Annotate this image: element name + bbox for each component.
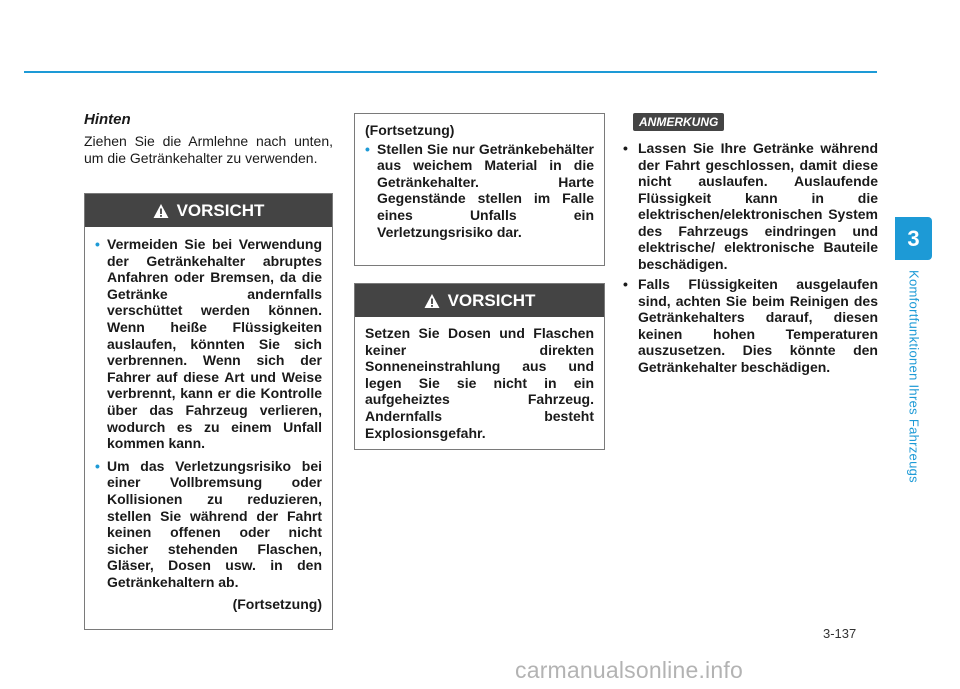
- note-item-text: Lassen Sie Ihre Getränke während der Fahrt geschlossen, damit diese nicht auslaufen. Auslaufende Flüssigkeit kann in die elektrischen/elektronischen System des Fahrzeugs eindringen und elektrische/ elektronische Bauteile beschädigen.: [638, 140, 878, 272]
- bullet-icon: •: [365, 140, 370, 157]
- continuation-header: (Fortsetzung): [365, 122, 455, 138]
- caution-title: VORSICHT: [447, 290, 536, 310]
- caution-item: [95, 458, 322, 591]
- caution-item-text: Vermeiden Sie bei Verwendung der Getränkehalter abruptes Anfahren oder Bremsen, da die Getränke andernfalls verschüttet werden können. Wenn heiße Flüssigkeiten auslaufen, könnten Sie sich verbrennen. Wenn sich der Fahrer auf diese Art und Weise verbrennt, kann er die Kontrolle über das Fahrzeug verlieren, wodurch es zu einem Unfall kommen kann.: [107, 236, 322, 452]
- caution-header: [85, 194, 332, 227]
- caution-item: [95, 236, 322, 452]
- note-item-text: Falls Flüssigkeiten ausgelaufen sind, achten Sie beim Reinigen des Getränkehalters darauf, diesen keinen hohen Temperaturen auszusetzen. Dies könnte den Getränkehalter beschädigen.: [638, 276, 878, 375]
- bullet-icon: •: [95, 457, 100, 474]
- caution-box-2: [354, 283, 605, 450]
- chapter-number: 3: [907, 225, 920, 251]
- section-heading: Hinten: [84, 111, 131, 128]
- caution-header: [355, 284, 604, 317]
- bullet-icon: •: [95, 236, 100, 252]
- continuation-item-text: Stellen Sie nur Getränkebehälter aus weichem Material in die Getränkehalter. Harte Gegenstände stellen im Falle eines Unfalls ein Verletzungsrisiko dar.: [377, 140, 594, 240]
- caution-box-1: [84, 193, 333, 630]
- note-badge: ANMERKUNG: [633, 113, 724, 131]
- chapter-side-title: [895, 270, 932, 500]
- caution-text: Setzen Sie Dosen und Flaschen keiner direkten Sonneneinstrahlung aus und legen Sie sie nicht in ein aufgeheiztes Fahrzeug. Andernfalls besteht Explosionsgefahr.: [365, 325, 594, 441]
- page-number: 3-137: [823, 626, 857, 641]
- warning-icon: [424, 293, 440, 309]
- warning-icon: [153, 203, 169, 219]
- top-rule: [24, 71, 877, 73]
- continuation-item: [365, 141, 594, 241]
- intro-paragraph: Ziehen Sie die Armlehne nach unten, um die Getränkehalter zu verwenden.: [84, 133, 333, 166]
- note-list: [623, 140, 878, 379]
- note-item: [623, 276, 878, 375]
- continued-label: (Fortsetzung): [232, 596, 322, 613]
- watermark: carmanualsonline.info: [515, 657, 743, 683]
- continuation-body: [355, 114, 604, 240]
- bullet-icon: •: [623, 276, 628, 292]
- note-item: [623, 140, 878, 272]
- chapter-tab: [895, 217, 932, 260]
- caution-body: [85, 227, 332, 613]
- continuation-box: [354, 113, 605, 266]
- caution-item-text: Um das Verletzungsrisiko bei einer Vollbremsung oder Kollisionen zu reduzieren, stellen Sie während der Fahrt keinen offenen oder nicht sicher stehenden Flaschen, Gläser, Dosen usw. in den Getränkehaltern ab.: [107, 457, 322, 590]
- bullet-icon: •: [623, 140, 628, 156]
- chapter-title: Komfortfunktionen Ihres Fahrzeugs: [906, 270, 921, 483]
- caution-title: VORSICHT: [176, 200, 265, 220]
